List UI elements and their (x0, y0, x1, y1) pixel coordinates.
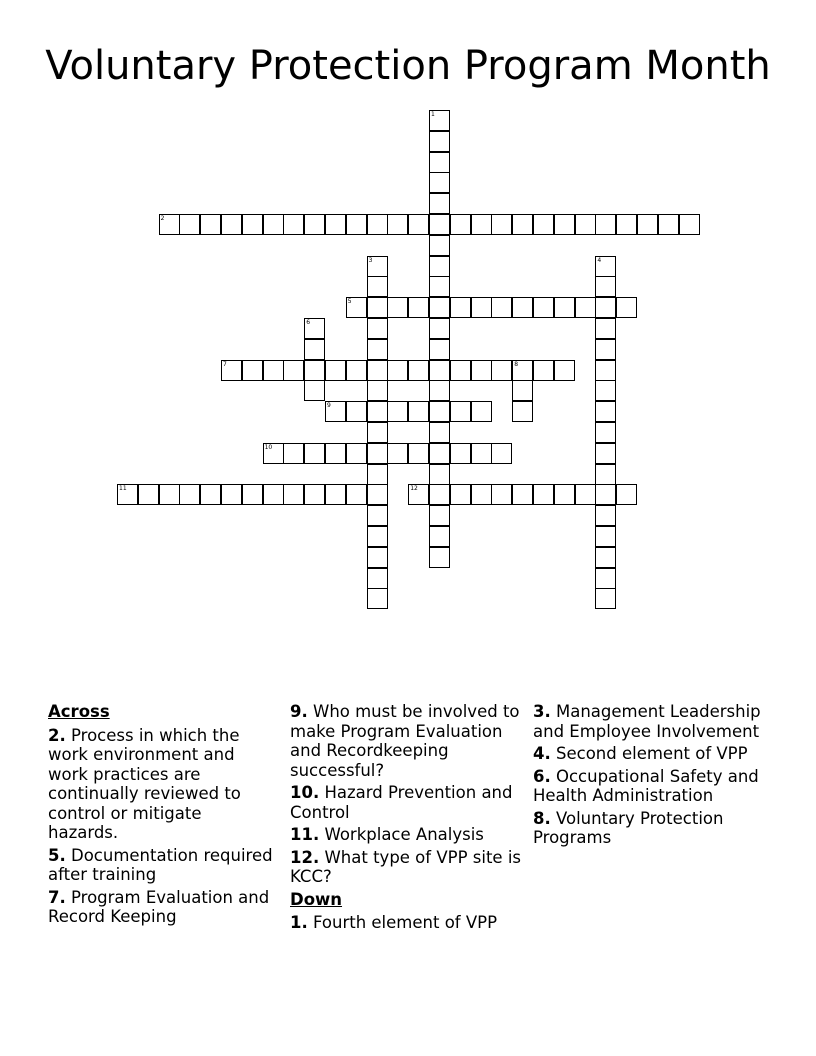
clue-column-1 (48, 702, 276, 930)
grid-cell[interactable] (367, 505, 388, 526)
grid-cell[interactable] (512, 360, 533, 381)
clue-column-3 (533, 702, 773, 851)
grid-cell[interactable] (429, 297, 450, 318)
grid-cell[interactable] (138, 484, 159, 505)
grid-cell[interactable] (408, 214, 429, 235)
grid-cell[interactable] (367, 214, 388, 235)
grid-cell[interactable] (283, 484, 304, 505)
grid-cell[interactable] (595, 318, 616, 339)
down-heading: Down (290, 889, 343, 909)
grid-cell[interactable] (242, 214, 263, 235)
grid-cell[interactable] (429, 276, 450, 297)
grid-cell[interactable] (346, 401, 367, 422)
clue-number: 7 (223, 360, 227, 368)
grid-cell[interactable] (346, 214, 367, 235)
grid-cell[interactable] (429, 152, 450, 173)
grid-cell[interactable] (471, 401, 492, 422)
grid-cell[interactable] (221, 214, 242, 235)
grid-cell[interactable] (429, 193, 450, 214)
grid-cell[interactable] (616, 484, 637, 505)
grid-cell[interactable] (512, 214, 533, 235)
grid-cell[interactable] (429, 360, 450, 381)
grid-cell[interactable] (346, 360, 367, 381)
grid-cell[interactable] (367, 318, 388, 339)
grid-cell[interactable] (595, 214, 616, 235)
grid-cell[interactable] (304, 360, 325, 381)
grid-cell[interactable] (616, 297, 637, 318)
grid-cell[interactable] (450, 401, 471, 422)
clue-number: 3 (368, 256, 373, 264)
grid-cell[interactable] (387, 443, 408, 464)
grid-cell[interactable] (533, 214, 554, 235)
grid-cell[interactable] (367, 588, 388, 609)
grid-cell[interactable] (304, 443, 325, 464)
grid-cell[interactable] (595, 360, 616, 381)
grid-cell[interactable] (595, 484, 616, 505)
grid-cell[interactable] (304, 484, 325, 505)
grid-cell[interactable] (491, 214, 512, 235)
grid-cell[interactable] (367, 297, 388, 318)
across-clue-7: 7. Program Evaluation and Record Keeping (48, 887, 270, 926)
grid-cell[interactable] (450, 360, 471, 381)
grid-cell[interactable] (429, 110, 450, 131)
grid-cell[interactable] (595, 505, 616, 526)
grid-cell[interactable] (595, 276, 616, 297)
grid-cell[interactable] (304, 214, 325, 235)
grid-cell[interactable] (429, 484, 450, 505)
grid-cell[interactable] (658, 214, 679, 235)
grid-cell[interactable] (679, 214, 700, 235)
grid-cell[interactable] (367, 526, 388, 547)
grid-cell[interactable] (367, 401, 388, 422)
grid-cell[interactable] (367, 443, 388, 464)
grid-cell[interactable] (554, 297, 575, 318)
grid-cell[interactable] (595, 380, 616, 401)
grid-cell[interactable] (367, 256, 388, 277)
grid-cell[interactable] (450, 443, 471, 464)
grid-cell[interactable] (367, 547, 388, 568)
grid-cell[interactable] (533, 484, 554, 505)
grid-cell[interactable] (429, 380, 450, 401)
across-clue-2: 2. Process in which the work environment and work practices are continually reviewed to control or mitigate hazards. (48, 725, 241, 842)
grid-cell[interactable] (491, 297, 512, 318)
clue-number: 1 (431, 111, 435, 118)
grid-cell[interactable] (450, 214, 471, 235)
across-clue-10: 10. Hazard Prevention and Control (290, 783, 513, 822)
clue-number: 8 (514, 360, 519, 368)
grid-cell[interactable] (429, 422, 450, 443)
grid-cell[interactable] (595, 422, 616, 443)
grid-cell[interactable] (471, 214, 492, 235)
grid-cell[interactable] (325, 443, 346, 464)
grid-cell[interactable] (221, 360, 242, 381)
grid-cell[interactable] (429, 526, 450, 547)
grid-cell[interactable] (367, 568, 388, 589)
grid-cell[interactable] (387, 401, 408, 422)
across-clue-11: 11. Workplace Analysis (290, 825, 484, 844)
grid-cell[interactable] (512, 380, 533, 401)
clue-number: 5 (347, 298, 352, 306)
grid-cell[interactable] (367, 339, 388, 360)
clue-column-2 (290, 702, 528, 936)
grid-cell[interactable] (491, 360, 512, 381)
grid-cell[interactable] (346, 297, 367, 318)
grid-cell[interactable] (408, 443, 429, 464)
grid-cell[interactable] (325, 401, 346, 422)
down-clue-3: 3. Management Leadership and Employee Involvement (533, 702, 761, 741)
grid-cell[interactable] (325, 214, 346, 235)
grid-cell[interactable] (367, 422, 388, 443)
grid-cell[interactable] (367, 484, 388, 505)
down-clue-4: 4. Second element of VPP (533, 744, 748, 763)
down-clue-8: 8. Voluntary Protection Programs (533, 808, 724, 847)
down-clue-1: 1. Fourth element of VPP (290, 913, 498, 932)
grid-cell[interactable] (387, 214, 408, 235)
grid-cell[interactable] (595, 464, 616, 485)
grid-cell[interactable] (283, 443, 304, 464)
grid-cell[interactable] (637, 214, 658, 235)
grid-cell[interactable] (387, 360, 408, 381)
grid-cell[interactable] (512, 297, 533, 318)
grid-cell[interactable] (283, 214, 304, 235)
grid-cell[interactable] (242, 360, 263, 381)
grid-cell[interactable] (304, 318, 325, 339)
clue-number: 10 (264, 443, 273, 451)
grid-cell[interactable] (367, 276, 388, 297)
grid-cell[interactable] (554, 360, 575, 381)
grid-cell[interactable] (429, 339, 450, 360)
grid-cell[interactable] (263, 443, 284, 464)
across-heading: Across (48, 702, 110, 721)
grid-cell[interactable] (283, 360, 304, 381)
down-clue-6: 6. Occupational Safety and Health Administration (533, 766, 759, 805)
grid-cell[interactable] (159, 214, 180, 235)
clue-number: 2 (160, 215, 165, 222)
across-clue-5: 5. Documentation required after training (48, 845, 273, 884)
grid-cell[interactable] (575, 214, 596, 235)
grid-cell[interactable] (387, 297, 408, 318)
grid-cell[interactable] (595, 568, 616, 589)
grid-cell[interactable] (491, 484, 512, 505)
grid-cell[interactable] (554, 214, 575, 235)
grid-cell[interactable] (595, 339, 616, 360)
grid-cell[interactable] (471, 443, 492, 464)
grid-cell[interactable] (429, 131, 450, 152)
clue-number: 9 (327, 402, 331, 410)
grid-cell[interactable] (179, 484, 200, 505)
grid-cell[interactable] (429, 401, 450, 422)
across-clue-12: 12. What type of VPP site is KCC? (290, 847, 521, 886)
grid-cell[interactable] (450, 297, 471, 318)
grid-cell[interactable] (221, 484, 242, 505)
grid-cell[interactable] (512, 484, 533, 505)
grid-cell[interactable] (367, 380, 388, 401)
grid-cell[interactable] (429, 443, 450, 464)
grid-cell[interactable] (471, 360, 492, 381)
clue-number: 6 (306, 319, 311, 326)
grid-cell[interactable] (304, 380, 325, 401)
grid-cell[interactable] (429, 256, 450, 277)
grid-cell[interactable] (471, 297, 492, 318)
grid-cell[interactable] (263, 484, 284, 505)
grid-cell[interactable] (491, 443, 512, 464)
grid-cell[interactable] (325, 484, 346, 505)
grid-cell[interactable] (533, 360, 554, 381)
grid-cell[interactable] (471, 484, 492, 505)
grid-cell[interactable] (616, 214, 637, 235)
grid-cell[interactable] (200, 214, 221, 235)
grid-cell[interactable] (575, 484, 596, 505)
grid-cell[interactable] (242, 484, 263, 505)
grid-cell[interactable] (595, 256, 616, 277)
grid-cell[interactable] (263, 214, 284, 235)
grid-cell[interactable] (346, 484, 367, 505)
grid-cell[interactable] (179, 214, 200, 235)
grid-cell[interactable] (595, 401, 616, 422)
grid-cell[interactable] (429, 318, 450, 339)
grid-cell[interactable] (512, 401, 533, 422)
grid-cell[interactable] (595, 547, 616, 568)
grid-cell[interactable] (367, 360, 388, 381)
grid-cell[interactable] (159, 484, 180, 505)
grid-cell[interactable] (595, 526, 616, 547)
grid-cell[interactable] (554, 484, 575, 505)
grid-cell[interactable] (429, 172, 450, 193)
grid-cell[interactable] (408, 401, 429, 422)
grid-cell[interactable] (429, 464, 450, 485)
grid-cell[interactable] (408, 297, 429, 318)
grid-cell[interactable] (200, 484, 221, 505)
grid-cell[interactable] (429, 547, 450, 568)
grid-cell[interactable] (429, 214, 450, 235)
across-clue-9: 9. Who must be involved to make Program Evaluation and Recordkeeping successful? (290, 702, 520, 780)
grid-cell[interactable] (408, 484, 429, 505)
grid-cell[interactable] (595, 588, 616, 609)
grid-cell[interactable] (595, 443, 616, 464)
grid-cell[interactable] (263, 360, 284, 381)
grid-cell[interactable] (595, 297, 616, 318)
grid-cell[interactable] (346, 443, 367, 464)
clue-number: 4 (597, 256, 602, 264)
page-title: Voluntary Protection Program Month (45, 43, 771, 89)
grid-cell[interactable] (304, 339, 325, 360)
grid-cell[interactable] (533, 297, 554, 318)
grid-cell[interactable] (429, 235, 450, 256)
grid-cell[interactable] (450, 484, 471, 505)
grid-cell[interactable] (575, 297, 596, 318)
grid-cell[interactable] (367, 464, 388, 485)
grid-cell[interactable] (117, 484, 138, 505)
grid-cell[interactable] (429, 505, 450, 526)
grid-cell[interactable] (325, 360, 346, 381)
grid-cell[interactable] (408, 360, 429, 381)
clue-number: 11 (119, 485, 127, 493)
clue-number: 12 (410, 485, 418, 493)
